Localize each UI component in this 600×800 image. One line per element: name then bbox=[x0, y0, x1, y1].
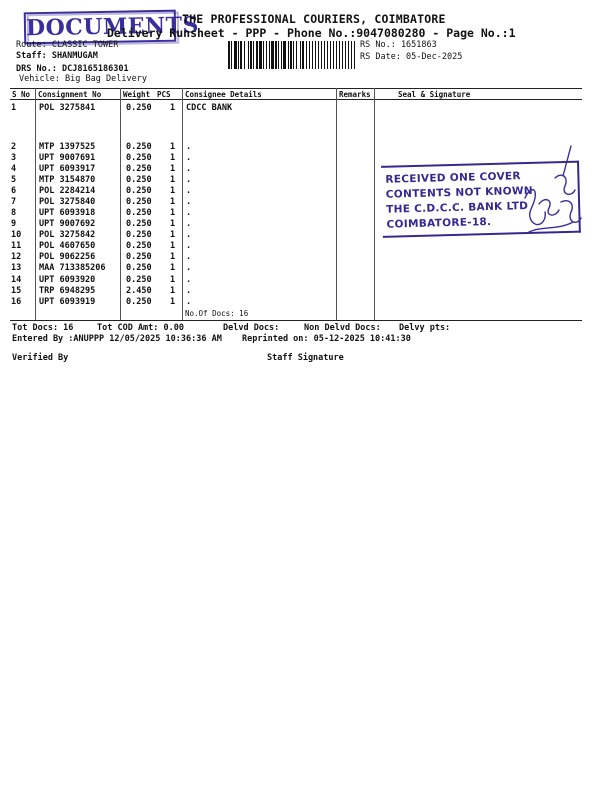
col-divider bbox=[120, 88, 121, 320]
rs-number: RS No.: 1651863 bbox=[360, 40, 437, 50]
cell-pcs: 1 bbox=[170, 286, 176, 296]
cell-weight: 0.250 bbox=[126, 219, 152, 229]
cell-cons: MTP 1397525 bbox=[39, 142, 96, 152]
received-seal-stamp bbox=[385, 164, 533, 237]
drs-number: DRS No.: DCJ8165186301 bbox=[16, 64, 129, 74]
cell-details: . bbox=[186, 208, 192, 218]
documents-stamp: DOCUMENTS bbox=[24, 10, 177, 45]
cell-details: . bbox=[186, 297, 192, 307]
handwritten-signature bbox=[515, 142, 587, 242]
cell-weight: 0.250 bbox=[126, 153, 152, 163]
cell-details: . bbox=[186, 230, 192, 240]
cell-pcs: 1 bbox=[170, 297, 176, 307]
cell-weight: 0.250 bbox=[126, 175, 152, 185]
cell-details: . bbox=[186, 275, 192, 285]
col-header-remarks: Remarks bbox=[339, 90, 371, 99]
cell-pcs: 1 bbox=[170, 275, 176, 285]
cell-details: CDCC BANK bbox=[186, 103, 233, 113]
non-delivered-docs: Non Delvd Docs: bbox=[304, 323, 381, 333]
cell-weight: 0.250 bbox=[126, 142, 152, 152]
cell-sno: 2 bbox=[11, 142, 17, 152]
cell-sno: 5 bbox=[11, 175, 17, 185]
col-divider bbox=[35, 88, 36, 320]
table-header-border bbox=[10, 99, 582, 100]
seal-line: RECEIVED ONE COVER bbox=[385, 170, 521, 186]
cell-sno: 14 bbox=[11, 275, 22, 285]
runsheet-title: Delivery Runsheet - PPP - Phone No.:9047080280 - Page No.:1 bbox=[107, 26, 516, 40]
cell-weight: 0.250 bbox=[126, 263, 152, 273]
cell-details: . bbox=[186, 153, 192, 163]
cell-sno: 3 bbox=[11, 153, 17, 163]
cell-sno: 10 bbox=[11, 230, 22, 240]
cell-cons: UPT 6093919 bbox=[39, 297, 96, 307]
cell-pcs: 1 bbox=[170, 142, 176, 152]
staff-label: Staff: SHANMUGAM bbox=[16, 51, 98, 61]
cell-details: . bbox=[186, 164, 192, 174]
cell-cons: UPT 6093918 bbox=[39, 208, 96, 218]
col-header-sno: S No bbox=[12, 90, 31, 99]
cell-cons: POL 2284214 bbox=[39, 186, 96, 196]
cell-cons: POL 3275840 bbox=[39, 197, 96, 207]
cell-sno: 12 bbox=[11, 252, 22, 262]
cell-pcs: 1 bbox=[170, 175, 176, 185]
col-header-pcs: PCS bbox=[157, 90, 171, 99]
total-docs: Tot Docs: 16 bbox=[12, 323, 74, 333]
cell-details: . bbox=[186, 252, 192, 262]
barcode bbox=[228, 41, 356, 69]
cell-weight: 2.450 bbox=[126, 286, 152, 296]
cell-pcs: 1 bbox=[170, 186, 176, 196]
cell-sno: 1 bbox=[11, 103, 17, 113]
seal-line: CONTENTS NOT KNOWN bbox=[385, 184, 533, 201]
rs-date: RS Date: 05-Dec-2025 bbox=[360, 52, 463, 62]
cell-weight: 0.250 bbox=[126, 297, 152, 307]
cell-pcs: 1 bbox=[170, 252, 176, 262]
col-header-consignment: Consignment No bbox=[38, 90, 102, 99]
staff-signature: Staff Signature bbox=[267, 353, 344, 363]
cell-details: . bbox=[186, 142, 192, 152]
cell-weight: 0.250 bbox=[126, 241, 152, 251]
table-bottom-border bbox=[10, 320, 582, 321]
cell-sno: 7 bbox=[11, 197, 17, 207]
cell-sno: 13 bbox=[11, 263, 22, 273]
cell-details: . bbox=[186, 219, 192, 229]
cell-pcs: 1 bbox=[170, 197, 176, 207]
table-top-border bbox=[10, 88, 582, 89]
cell-weight: 0.250 bbox=[126, 230, 152, 240]
delivery-points: Delvy pts: bbox=[399, 323, 451, 333]
delivered-docs: Delvd Docs: bbox=[223, 323, 280, 333]
cell-pcs: 1 bbox=[170, 153, 176, 163]
cell-pcs: 1 bbox=[170, 263, 176, 273]
cell-sno: 16 bbox=[11, 297, 22, 307]
cell-pcs: 1 bbox=[170, 208, 176, 218]
cell-sno: 9 bbox=[11, 219, 17, 229]
cell-sno: 15 bbox=[11, 286, 22, 296]
cell-pcs: 1 bbox=[170, 230, 176, 240]
cell-sno: 8 bbox=[11, 208, 17, 218]
seal-line: THE C.D.C.C. BANK LTD bbox=[386, 200, 529, 216]
cell-pcs: 1 bbox=[170, 103, 176, 113]
cell-weight: 0.250 bbox=[126, 186, 152, 196]
no-of-docs: No.Of Docs: 16 bbox=[185, 309, 249, 318]
cell-weight: 0.250 bbox=[126, 208, 152, 218]
cell-weight: 0.250 bbox=[126, 197, 152, 207]
cell-pcs: 1 bbox=[170, 241, 176, 251]
cell-details: . bbox=[186, 186, 192, 196]
cell-cons: POL 4607650 bbox=[39, 241, 96, 251]
cell-cons: POL 3275841 bbox=[39, 103, 96, 113]
seal-line: COIMBATORE-18. bbox=[386, 215, 492, 231]
company-name: THE PROFESSIONAL COURIERS, COIMBATORE bbox=[182, 12, 446, 26]
cell-cons: POL 3275842 bbox=[39, 230, 96, 240]
cell-weight: 0.250 bbox=[126, 252, 152, 262]
cell-cons: POL 9062256 bbox=[39, 252, 96, 262]
cell-cons: UPT 9007692 bbox=[39, 219, 96, 229]
cell-cons: MAA 713385206 bbox=[39, 263, 106, 273]
col-divider bbox=[374, 88, 375, 320]
cell-cons: UPT 9007691 bbox=[39, 153, 96, 163]
col-header-consignee: Consignee Details bbox=[185, 90, 262, 99]
verified-by: Verified By bbox=[12, 353, 69, 363]
cell-details: . bbox=[186, 263, 192, 273]
cell-cons: UPT 6093917 bbox=[39, 164, 96, 174]
route-label: Route: CLASSIC TOWER bbox=[16, 40, 119, 50]
cell-details: . bbox=[186, 197, 192, 207]
entered-by: Entered By :ANUPPP 12/05/2025 10:36:36 AM bbox=[12, 334, 222, 344]
vehicle-label: Vehicle: Big Bag Delivery bbox=[19, 74, 147, 84]
cell-cons: UPT 6093920 bbox=[39, 275, 96, 285]
reprinted-on: Reprinted on: 05-12-2025 10:41:30 bbox=[242, 334, 411, 344]
col-divider bbox=[182, 88, 183, 320]
cell-cons: MTP 3154870 bbox=[39, 175, 96, 185]
cell-sno: 11 bbox=[11, 241, 22, 251]
cell-details: . bbox=[186, 175, 192, 185]
col-divider bbox=[336, 88, 337, 320]
col-header-seal: Seal & Signature bbox=[398, 90, 471, 99]
col-header-weight: Weight bbox=[123, 90, 151, 99]
cell-cons: TRP 6948295 bbox=[39, 286, 96, 296]
cell-pcs: 1 bbox=[170, 164, 176, 174]
cell-sno: 4 bbox=[11, 164, 17, 174]
cell-details: . bbox=[186, 241, 192, 251]
cell-weight: 0.250 bbox=[126, 103, 152, 113]
cell-details: . bbox=[186, 286, 192, 296]
cell-pcs: 1 bbox=[170, 219, 176, 229]
cell-sno: 6 bbox=[11, 186, 17, 196]
cell-weight: 0.250 bbox=[126, 164, 152, 174]
cell-weight: 0.250 bbox=[126, 275, 152, 285]
total-cod-amount: Tot COD Amt: 0.00 bbox=[97, 323, 184, 333]
